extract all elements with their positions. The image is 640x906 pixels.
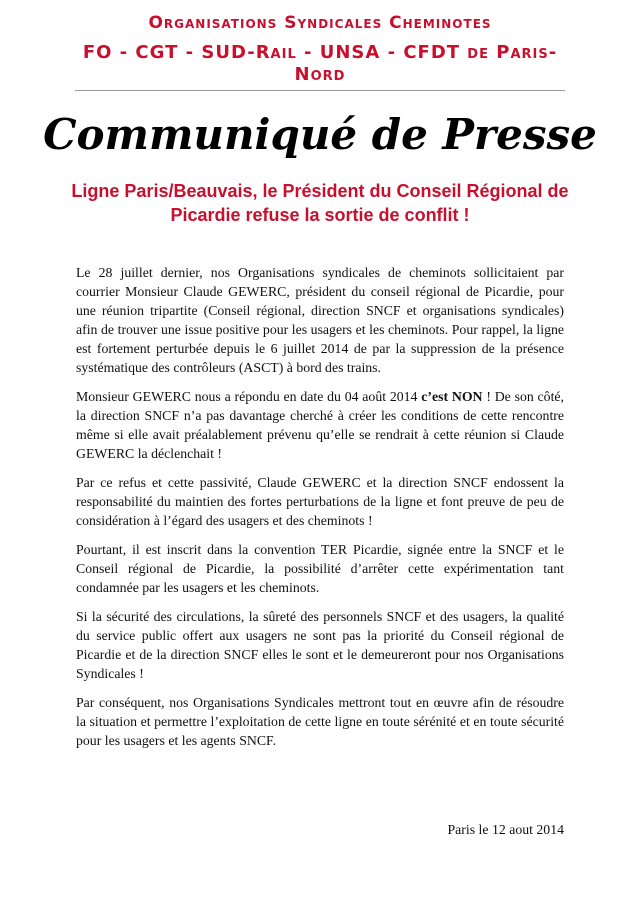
date-signature: Paris le 12 aout 2014 — [447, 822, 564, 837]
paragraph: Le 28 juillet dernier, nos Organisations syndicales de cheminots sollicitaient par courrier Monsieur Claude GEWERC, président du conseil régional de Picardie, pour une réunion tripartite (Conseil régional, direction SNCF et organisations syndicales) afin de trouver une issue positive pour les usagers et les cheminots. Pour rappel, la ligne est fortement perturbée depuis le 6 juillet 2014 de par la suppression de la présence systématique des contrôleurs (ASCT) à bord des trains. — [76, 265, 564, 375]
press-headline: Ligne Paris/Beauvais, le Président du Conseil Régional de Picardie refuse la sortie de conflit ! — [71, 181, 569, 225]
paragraph-text: ! De son côté, la direction SNCF n’a pas davantage cherché à créer les conditions de cette rencontre même si elle avait préalablement prévenu qu’elle se rendrait à cette réunion si Claude GEWERC la déclenchait ! — [76, 389, 564, 461]
document-body — [76, 263, 564, 760]
emphasis-text: c’est NON — [421, 389, 483, 404]
paragraph — [76, 387, 564, 463]
header-divider — [75, 90, 565, 91]
organisations-heading: Organisations Syndicales Cheminotes — [148, 13, 492, 33]
paragraph: Si la sécurité des circulations, la sûreté des personnels SNCF et des usagers, la qualité du service public offert aux usagers ne sont pas la priorité du Conseil régional de Picardie et de la direction SNCF elles le sont et le demeureront pour nos Organisations Syndicales ! — [76, 609, 564, 681]
paragraph: Pourtant, il est inscrit dans la convention TER Picardie, signée entre la SNCF et le Conseil régional de Picardie, la possibilité d’arrêter cette expérimentation tant condamnée par les usagers et les cheminots. — [76, 542, 564, 595]
paragraph: Par conséquent, nos Organisations Syndicales mettront tout en œuvre afin de résoudre la situation et permettre l’exploitation de cette ligne en toute sérénité et en toute sécurité pour les usagers et les agents SNCF. — [76, 695, 564, 748]
paragraph: Par ce refus et cette passivité, Claude GEWERC et la direction SNCF endossent la responsabilité du maintien des fortes perturbations de la ligne et font preuve de peu de considération à l’égard des usagers et des cheminots ! — [76, 475, 564, 528]
document-title: Communiqué de Presse — [43, 110, 597, 159]
unions-list-heading: FO - CGT - SUD-Rail - UNSA - CFDT de Paris-Nord — [82, 42, 558, 85]
paragraph-text: Monsieur GEWERC nous a répondu en date du 04 août 2014 — [76, 389, 422, 404]
